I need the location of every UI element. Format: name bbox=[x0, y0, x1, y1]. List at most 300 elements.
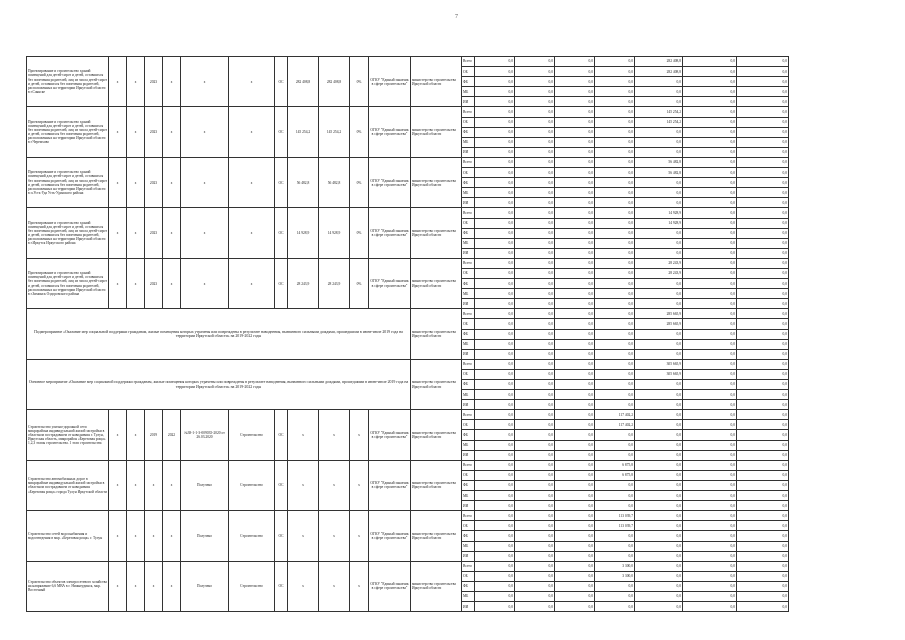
amount-cell: 0,0 bbox=[595, 268, 635, 278]
amount-cell: 0,0 bbox=[595, 602, 635, 612]
fund-code: Всего bbox=[462, 460, 475, 470]
object-attribute: x bbox=[127, 561, 145, 611]
amount-cell: 0,0 bbox=[515, 349, 555, 359]
fund-code: ИИ bbox=[462, 450, 475, 460]
amount-cell: 0,0 bbox=[515, 541, 555, 551]
amount-cell: 0,0 bbox=[683, 491, 737, 501]
responsible-ministry: министерство строительства Иркутской области bbox=[411, 410, 462, 460]
readiness-percent: x bbox=[350, 561, 369, 611]
object-name: Проектирование и строительство зданий помещений для детей-сирот и детей, оставшихся без попечения родителей, лиц из числа детей-сирот и детей, оставшихся без попечения родителей, расположенных на территории Иркутской области в г.Саянске bbox=[27, 57, 109, 107]
responsible-ministry: министерство строительства Иркутской области bbox=[411, 359, 462, 409]
amount-cell: 0,0 bbox=[683, 511, 737, 521]
fund-code: Всего bbox=[462, 511, 475, 521]
fund-code: ИИ bbox=[462, 147, 475, 157]
object-attribute: x bbox=[127, 157, 145, 207]
amount-cell: 0,0 bbox=[555, 218, 595, 228]
amount-cell: 0,0 bbox=[475, 521, 515, 531]
amount-cell: 0,0 bbox=[737, 248, 789, 258]
amount-cell: 145 254,2 bbox=[635, 117, 683, 127]
amount-cell: 0,0 bbox=[683, 440, 737, 450]
amount-cell: 0,0 bbox=[515, 168, 555, 178]
amount-cell: 0,0 bbox=[475, 137, 515, 147]
amount-cell: 0,0 bbox=[555, 501, 595, 511]
fund-code: ИИ bbox=[462, 299, 475, 309]
object-attribute: x bbox=[163, 157, 181, 207]
amount-cell: 0,0 bbox=[737, 228, 789, 238]
object-attribute: x bbox=[181, 57, 229, 107]
amount-cell: 0,0 bbox=[475, 309, 515, 319]
amount-cell: 0,0 bbox=[737, 400, 789, 410]
amount-cell: 0,0 bbox=[683, 289, 737, 299]
amount-cell: 0,0 bbox=[555, 420, 595, 430]
fund-code: ФБ bbox=[462, 279, 475, 289]
amount-cell: 0,0 bbox=[475, 268, 515, 278]
object-attribute: x bbox=[127, 410, 145, 460]
amount-cell: 0,0 bbox=[635, 591, 683, 601]
amount-cell: 0,0 bbox=[515, 480, 555, 490]
amount-cell: 0,0 bbox=[737, 380, 789, 390]
amount-cell: 0,0 bbox=[595, 501, 635, 511]
amount-cell: 0,0 bbox=[475, 279, 515, 289]
amount-cell: 0,0 bbox=[635, 450, 683, 460]
amount-cell: 0,0 bbox=[555, 571, 595, 581]
amount-cell: 0,0 bbox=[737, 571, 789, 581]
amount-cell: 0,0 bbox=[737, 440, 789, 450]
fund-code: МБ bbox=[462, 541, 475, 551]
amount-cell: 0,0 bbox=[683, 329, 737, 339]
amount-cell: 0,0 bbox=[635, 410, 683, 420]
amount-cell: 0,0 bbox=[515, 511, 555, 521]
amount-cell: 0,0 bbox=[595, 369, 635, 379]
amount-cell: 0,0 bbox=[683, 107, 737, 117]
amount-cell: 0,0 bbox=[555, 137, 595, 147]
amount-cell: 0,0 bbox=[683, 309, 737, 319]
amount-cell: 0,0 bbox=[737, 137, 789, 147]
amount-cell: 0,0 bbox=[737, 218, 789, 228]
amount-cell: 0,0 bbox=[635, 541, 683, 551]
amount-cell: 0,0 bbox=[595, 157, 635, 167]
amount-cell: 0,0 bbox=[555, 581, 595, 591]
amount-cell: 0,0 bbox=[683, 228, 737, 238]
amount-cell: 28 243,9 bbox=[635, 258, 683, 268]
object-name: Строительство объектов электросетевого хозяйства на напряжение 6,6 МВА в г. Нижнеудинск, мкр. Восточный bbox=[27, 561, 109, 611]
estimated-cost: 145 254,2 bbox=[288, 107, 319, 157]
fund-code: ОБ bbox=[462, 420, 475, 430]
amount-cell: 0,0 bbox=[737, 178, 789, 188]
amount-cell: 0,0 bbox=[515, 470, 555, 480]
amount-cell: 0,0 bbox=[683, 561, 737, 571]
responsible-ministry: министерство строительства Иркутской области bbox=[411, 561, 462, 611]
amount-cell: 0,0 bbox=[737, 77, 789, 87]
amount-cell: 0,0 bbox=[475, 450, 515, 460]
object-attribute: x bbox=[145, 460, 163, 510]
responsible-ministry: министерство строительства Иркутской области bbox=[411, 157, 462, 207]
amount-cell: 0,0 bbox=[475, 168, 515, 178]
amount-cell: 0,0 bbox=[737, 390, 789, 400]
amount-cell: 0,0 bbox=[475, 188, 515, 198]
remaining-cost: 14 928,9 bbox=[319, 208, 350, 258]
amount-cell: 0,0 bbox=[683, 57, 737, 67]
amount-cell: 0,0 bbox=[515, 319, 555, 329]
amount-cell: 0,0 bbox=[555, 491, 595, 501]
amount-cell: 0,0 bbox=[737, 309, 789, 319]
amount-cell: 0,0 bbox=[737, 188, 789, 198]
amount-cell: 0,0 bbox=[683, 390, 737, 400]
customer: ОГКУ "Единый заказчик в сфере строительства" bbox=[369, 258, 411, 308]
object-attribute: 2023 bbox=[145, 258, 163, 308]
amount-cell: 0,0 bbox=[555, 208, 595, 218]
amount-cell: 0,0 bbox=[555, 470, 595, 480]
program-table bbox=[26, 56, 789, 612]
amount-cell: 0,0 bbox=[515, 97, 555, 107]
amount-cell: 0,0 bbox=[515, 390, 555, 400]
amount-cell: 0,0 bbox=[555, 67, 595, 77]
amount-cell: 0,0 bbox=[683, 470, 737, 480]
amount-cell: 0,0 bbox=[515, 107, 555, 117]
fund-code: ОБ bbox=[462, 319, 475, 329]
table-row bbox=[27, 107, 789, 117]
amount-cell: 285 665,9 bbox=[635, 319, 683, 329]
amount-cell: 0,0 bbox=[515, 450, 555, 460]
amount-cell: 0,0 bbox=[475, 541, 515, 551]
amount-cell: 0,0 bbox=[595, 258, 635, 268]
amount-cell: 0,0 bbox=[515, 279, 555, 289]
amount-cell: 0,0 bbox=[475, 218, 515, 228]
amount-cell: 0,0 bbox=[683, 198, 737, 208]
amount-cell: 0,0 bbox=[475, 57, 515, 67]
amount-cell: 0,0 bbox=[475, 501, 515, 511]
fund-code: ОБ bbox=[462, 218, 475, 228]
amount-cell: 0,0 bbox=[595, 450, 635, 460]
amount-cell: 0,0 bbox=[595, 279, 635, 289]
amount-cell: 14 928,9 bbox=[635, 218, 683, 228]
amount-cell: 0,0 bbox=[555, 329, 595, 339]
amount-cell: 0,0 bbox=[635, 581, 683, 591]
summary-title: Основное мероприятие «Оказание мер социальной поддержки гражданам, жилые помещения которых утрачены или повреждены в результате наводнения, вызванного сильными дождями, прошедшими в июне-июле 2019 года на территории Иркутской области» на 2019-2022 годы bbox=[27, 359, 411, 409]
amount-cell: 0,0 bbox=[683, 218, 737, 228]
object-name: Строительство автомобильных дорог в микрорайоне индивидуальной жилой застройки в областном пострадавшем от наводнения «Березовая роща» города Тулун Иркутской области bbox=[27, 460, 109, 510]
amount-cell: 0,0 bbox=[555, 238, 595, 248]
amount-cell: 0,0 bbox=[515, 188, 555, 198]
estimated-cost: x bbox=[288, 410, 319, 460]
amount-cell: 0,0 bbox=[475, 380, 515, 390]
object-attribute: x bbox=[127, 107, 145, 157]
amount-cell: 0,0 bbox=[737, 591, 789, 601]
amount-cell: 0,0 bbox=[595, 329, 635, 339]
amount-cell: 0,0 bbox=[683, 238, 737, 248]
amount-cell: 0,0 bbox=[683, 77, 737, 87]
summary-row bbox=[27, 309, 789, 319]
amount-cell: 0,0 bbox=[683, 460, 737, 470]
amount-cell: 0,0 bbox=[595, 299, 635, 309]
amount-cell: 0,0 bbox=[515, 430, 555, 440]
amount-cell: 0,0 bbox=[515, 248, 555, 258]
customer: ОГКУ "Единый заказчик в сфере строительства" bbox=[369, 410, 411, 460]
amount-cell: 28 243,9 bbox=[635, 268, 683, 278]
readiness-percent: 0% bbox=[350, 208, 369, 258]
amount-cell: 0,0 bbox=[683, 450, 737, 460]
object-attribute: x bbox=[109, 561, 127, 611]
table-row bbox=[27, 57, 789, 67]
amount-cell: 0,0 bbox=[683, 268, 737, 278]
amount-cell: 0,0 bbox=[737, 541, 789, 551]
amount-cell: 0,0 bbox=[475, 551, 515, 561]
amount-cell: 0,0 bbox=[555, 521, 595, 531]
fund-code: МБ bbox=[462, 188, 475, 198]
amount-cell: 0,0 bbox=[555, 349, 595, 359]
fund-code: МБ bbox=[462, 87, 475, 97]
amount-cell: 0,0 bbox=[475, 440, 515, 450]
object-attribute: x bbox=[109, 57, 127, 107]
amount-cell: 0,0 bbox=[635, 137, 683, 147]
object-name: Проектирование и строительство зданий помещений для детей-сирот и детей, оставшихся без попечения родителей, лиц из числа детей-сирот и детей, оставшихся без попечения родителей, расположенных на территории Иркутской области в г.Зиминск Оздоровского района bbox=[27, 258, 109, 308]
amount-cell: 0,0 bbox=[683, 551, 737, 561]
amount-cell: 0,0 bbox=[515, 208, 555, 218]
amount-cell: 0,0 bbox=[635, 571, 683, 581]
amount-cell: 0,0 bbox=[683, 410, 737, 420]
amount-cell: 0,0 bbox=[555, 87, 595, 97]
amount-cell: 0,0 bbox=[595, 309, 635, 319]
estimated-cost: 56 482,8 bbox=[288, 157, 319, 207]
amount-cell: 0,0 bbox=[515, 309, 555, 319]
amount-cell: 0,0 bbox=[475, 339, 515, 349]
amount-cell: 0,0 bbox=[475, 591, 515, 601]
amount-cell: 0,0 bbox=[737, 329, 789, 339]
amount-cell: 0,0 bbox=[555, 319, 595, 329]
amount-cell: 0,0 bbox=[737, 581, 789, 591]
object-attribute: x bbox=[145, 561, 163, 611]
amount-cell: 0,0 bbox=[515, 581, 555, 591]
object-attribute: x bbox=[145, 511, 163, 561]
amount-cell: 0,0 bbox=[737, 602, 789, 612]
amount-cell: 0,0 bbox=[737, 491, 789, 501]
amount-cell: 6 875,8 bbox=[595, 460, 635, 470]
amount-cell: 0,0 bbox=[475, 208, 515, 218]
fund-type: ОС bbox=[275, 208, 288, 258]
amount-cell: 0,0 bbox=[635, 178, 683, 188]
amount-cell: 0,0 bbox=[515, 420, 555, 430]
amount-cell: 0,0 bbox=[515, 440, 555, 450]
amount-cell: 0,0 bbox=[635, 279, 683, 289]
object-name: Строительство улично-дорожной сети микрорайона индивидуальной жилой застройки в областном пострадавшем от наводнения г. Тулун, Иркутская область, микрорайон «Березовая роща» 1,2,3 этапы строительства. 1 этап строительства bbox=[27, 410, 109, 460]
object-attribute: 2023 bbox=[145, 57, 163, 107]
amount-cell: 0,0 bbox=[475, 198, 515, 208]
fund-code: ФБ bbox=[462, 77, 475, 87]
table-row bbox=[27, 208, 789, 218]
amount-cell: 0,0 bbox=[595, 188, 635, 198]
amount-cell: 0,0 bbox=[475, 369, 515, 379]
amount-cell: 145 254,2 bbox=[635, 107, 683, 117]
amount-cell: 0,0 bbox=[635, 77, 683, 87]
amount-cell: 0,0 bbox=[475, 531, 515, 541]
fund-code: МБ bbox=[462, 440, 475, 450]
amount-cell: 0,0 bbox=[635, 551, 683, 561]
object-attribute: x bbox=[181, 208, 229, 258]
amount-cell: 0,0 bbox=[515, 591, 555, 601]
amount-cell: 0,0 bbox=[555, 77, 595, 87]
estimated-cost: 28 243,9 bbox=[288, 258, 319, 308]
fund-code: Всего bbox=[462, 309, 475, 319]
amount-cell: 0,0 bbox=[737, 369, 789, 379]
responsible-ministry: министерство строительства Иркутской области bbox=[411, 309, 462, 359]
object-attribute: Получено bbox=[181, 561, 229, 611]
amount-cell: 0,0 bbox=[595, 339, 635, 349]
amount-cell: 0,0 bbox=[475, 157, 515, 167]
responsible-ministry: министерство строительства Иркутской области bbox=[411, 57, 462, 107]
object-attribute: x bbox=[181, 157, 229, 207]
amount-cell: 285 665,9 bbox=[635, 309, 683, 319]
amount-cell: 0,0 bbox=[555, 440, 595, 450]
object-attribute: x bbox=[109, 410, 127, 460]
amount-cell: 0,0 bbox=[683, 521, 737, 531]
amount-cell: 0,0 bbox=[595, 551, 635, 561]
fund-code: ФБ bbox=[462, 228, 475, 238]
fund-type: ОС bbox=[275, 460, 288, 510]
amount-cell: 0,0 bbox=[555, 430, 595, 440]
amount-cell: 0,0 bbox=[595, 591, 635, 601]
amount-cell: 0,0 bbox=[737, 460, 789, 470]
amount-cell: 0,0 bbox=[475, 248, 515, 258]
amount-cell: 0,0 bbox=[635, 491, 683, 501]
amount-cell: 0,0 bbox=[683, 248, 737, 258]
amount-cell: 0,0 bbox=[635, 147, 683, 157]
amount-cell: 0,0 bbox=[555, 591, 595, 601]
amount-cell: 0,0 bbox=[595, 208, 635, 218]
amount-cell: 0,0 bbox=[555, 339, 595, 349]
estimated-cost: x bbox=[288, 511, 319, 561]
table-row bbox=[27, 561, 789, 571]
fund-code: МБ bbox=[462, 137, 475, 147]
amount-cell: 0,0 bbox=[595, 97, 635, 107]
fund-code: ОБ bbox=[462, 571, 475, 581]
table-row bbox=[27, 460, 789, 470]
estimated-cost: x bbox=[288, 561, 319, 611]
amount-cell: 0,0 bbox=[475, 178, 515, 188]
object-attribute: x bbox=[109, 208, 127, 258]
amount-cell: 0,0 bbox=[595, 107, 635, 117]
amount-cell: 0,0 bbox=[555, 551, 595, 561]
estimated-cost: x bbox=[288, 460, 319, 510]
amount-cell: 0,0 bbox=[555, 400, 595, 410]
amount-cell: 0,0 bbox=[555, 248, 595, 258]
amount-cell: 0,0 bbox=[635, 228, 683, 238]
fund-code: ИИ bbox=[462, 97, 475, 107]
amount-cell: 0,0 bbox=[737, 501, 789, 511]
amount-cell: 0,0 bbox=[635, 198, 683, 208]
remaining-cost: 56 482,8 bbox=[319, 157, 350, 207]
object-attribute: x bbox=[127, 57, 145, 107]
customer: ОГКУ "Единый заказчик в сфере строительства" bbox=[369, 511, 411, 561]
amount-cell: 0,0 bbox=[595, 491, 635, 501]
amount-cell: 0,0 bbox=[595, 359, 635, 369]
amount-cell: 0,0 bbox=[595, 87, 635, 97]
amount-cell: 0,0 bbox=[595, 289, 635, 299]
amount-cell: 0,0 bbox=[475, 228, 515, 238]
amount-cell: 0,0 bbox=[683, 380, 737, 390]
amount-cell: 0,0 bbox=[683, 480, 737, 490]
amount-cell: 0,0 bbox=[555, 602, 595, 612]
amount-cell: 0,0 bbox=[737, 97, 789, 107]
amount-cell: 0,0 bbox=[737, 450, 789, 460]
fund-code: ИИ bbox=[462, 400, 475, 410]
amount-cell: 0,0 bbox=[635, 602, 683, 612]
amount-cell: 0,0 bbox=[515, 258, 555, 268]
fund-code: Всего bbox=[462, 258, 475, 268]
amount-cell: 0,0 bbox=[737, 168, 789, 178]
amount-cell: 0,0 bbox=[737, 258, 789, 268]
amount-cell: 282 408,8 bbox=[635, 67, 683, 77]
object-name: Проектирование и строительство зданий помещений для детей-сирот и детей, оставшихся без попечения родителей, лиц из числа детей-сирот и детей, оставшихся без попечения родителей, расположенных на территории Иркутской области в г.Иркутск Иркутского района bbox=[27, 208, 109, 258]
amount-cell: 0,0 bbox=[475, 117, 515, 127]
amount-cell: 0,0 bbox=[515, 289, 555, 299]
amount-cell: 0,0 bbox=[683, 258, 737, 268]
fund-code: ФБ bbox=[462, 581, 475, 591]
fund-type: ОС bbox=[275, 258, 288, 308]
readiness-percent: x bbox=[350, 511, 369, 561]
amount-cell: 0,0 bbox=[595, 178, 635, 188]
amount-cell: 0,0 bbox=[515, 218, 555, 228]
amount-cell: 0,0 bbox=[683, 369, 737, 379]
amount-cell: 0,0 bbox=[635, 390, 683, 400]
amount-cell: 0,0 bbox=[475, 571, 515, 581]
amount-cell: 0,0 bbox=[635, 561, 683, 571]
object-attribute: x bbox=[229, 107, 275, 157]
amount-cell: 0,0 bbox=[515, 521, 555, 531]
customer: ОГКУ "Единый заказчик в сфере строительства" bbox=[369, 57, 411, 107]
amount-cell: 0,0 bbox=[683, 208, 737, 218]
amount-cell: 0,0 bbox=[515, 127, 555, 137]
fund-code: Всего bbox=[462, 208, 475, 218]
amount-cell: 0,0 bbox=[635, 339, 683, 349]
amount-cell: 0,0 bbox=[555, 178, 595, 188]
amount-cell: 0,0 bbox=[555, 511, 595, 521]
customer: ОГКУ "Единый заказчик в сфере строительства" bbox=[369, 157, 411, 207]
amount-cell: 0,0 bbox=[555, 127, 595, 137]
object-attribute: x bbox=[229, 57, 275, 107]
page-mark: 7 bbox=[455, 14, 458, 20]
responsible-ministry: министерство строительства Иркутской области bbox=[411, 208, 462, 258]
amount-cell: 0,0 bbox=[737, 87, 789, 97]
remaining-cost: x bbox=[319, 511, 350, 561]
amount-cell: 0,0 bbox=[555, 480, 595, 490]
amount-cell: 0,0 bbox=[475, 349, 515, 359]
amount-cell: 0,0 bbox=[595, 480, 635, 490]
object-attribute: x bbox=[163, 460, 181, 510]
amount-cell: 117 402,2 bbox=[595, 410, 635, 420]
amount-cell: 0,0 bbox=[737, 299, 789, 309]
amount-cell: 0,0 bbox=[737, 531, 789, 541]
amount-cell: 0,0 bbox=[595, 147, 635, 157]
amount-cell: 0,0 bbox=[555, 268, 595, 278]
amount-cell: 0,0 bbox=[555, 198, 595, 208]
fund-code: ФБ bbox=[462, 430, 475, 440]
amount-cell: 0,0 bbox=[555, 117, 595, 127]
amount-cell: 0,0 bbox=[635, 87, 683, 97]
customer: ОГКУ "Единый заказчик в сфере строительства" bbox=[369, 208, 411, 258]
object-attribute: x bbox=[163, 561, 181, 611]
object-name: Проектирование и строительство зданий помещений для детей-сирот и детей, оставшихся без попечения родителей, лиц из числа детей-сирот и детей, оставшихся без попечения родителей, расположенных на территории Иркутской области в г.Черемхово bbox=[27, 107, 109, 157]
amount-cell: 0,0 bbox=[555, 57, 595, 67]
amount-cell: 0,0 bbox=[475, 359, 515, 369]
amount-cell: 0,0 bbox=[515, 460, 555, 470]
amount-cell: 0,0 bbox=[737, 57, 789, 67]
object-attribute: x bbox=[127, 460, 145, 510]
amount-cell: 0,0 bbox=[555, 157, 595, 167]
amount-cell: 0,0 bbox=[555, 228, 595, 238]
object-attribute: x bbox=[163, 258, 181, 308]
responsible-ministry: министерство строительства Иркутской области bbox=[411, 107, 462, 157]
object-attribute: x bbox=[163, 57, 181, 107]
